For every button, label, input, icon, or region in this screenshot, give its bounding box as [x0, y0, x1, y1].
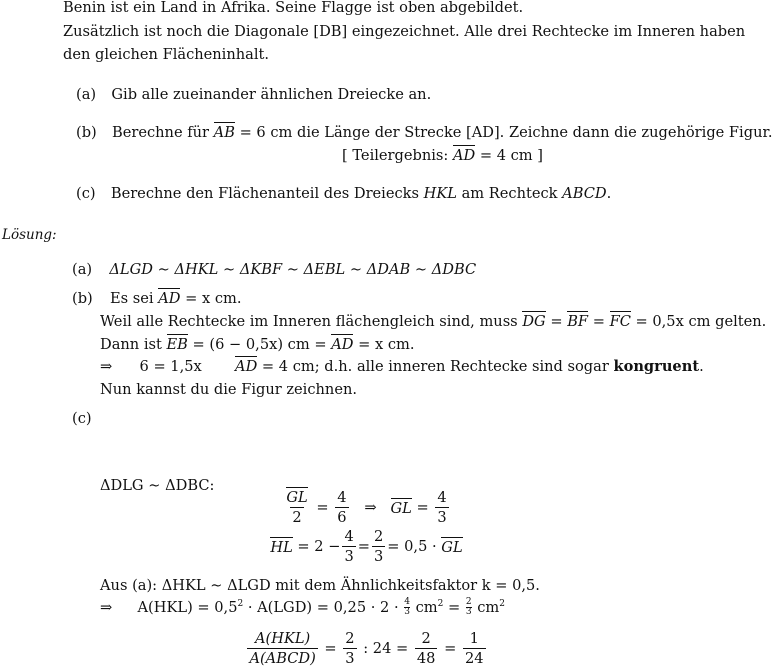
solution-b-line-1 [72, 290, 242, 308]
eq3-fraction-1 [343, 630, 356, 667]
solution-b1-post: = x cm. [185, 290, 242, 307]
eq3-fraction-main [247, 630, 317, 667]
eq2-gl: GL [441, 539, 463, 556]
solution-c-line-1: ΔDLG ∼ ΔDBC: [100, 477, 215, 494]
eq2-segment: HL [270, 539, 293, 556]
eq1-left-fraction [284, 489, 309, 526]
task-b-segment-ab: AB [213, 124, 235, 141]
solution-a-label: (a) [72, 261, 93, 278]
eq3-numerator: A(HKL) [254, 630, 311, 647]
task-a-text: Gib alle zueinander ähnlichen Dreiecke an. [111, 86, 432, 103]
task-c-label: (c) [76, 185, 96, 202]
solution-b-line-2: Weil alle Rechtecke im Inneren flächengleich sind, muss DG = BF = FC = 0,5x cm gelten. [100, 313, 767, 330]
intro-line-2: Zusätzlich ist noch die Diagonale [DB] eingezeichnet. Alle drei Rechtecke im Inneren haben [63, 23, 746, 40]
solution-b3-eb: EB [166, 336, 188, 353]
solution-a [72, 261, 476, 279]
task-c-mid: am Rechteck [461, 185, 558, 202]
eq1-right-numerator: 4 [337, 489, 347, 506]
solution-c-line-2: Aus (a): ΔHKL ∼ ΔLGD mit dem Ähnlichkeitsfaktor k = 0,5. [100, 577, 540, 594]
c3-pre: A(HKL) = 0,5 [137, 598, 238, 616]
equation-1: $\frac{GL}{2}$ = $\frac{4}{6}$ ⇒ GL = $\frac{4}{3}$ [286, 489, 447, 526]
task-a [76, 86, 431, 104]
eq2-mid: = 2 − [297, 538, 341, 555]
eq3-f2-numerator: 2 [421, 630, 431, 647]
eq1-result-numerator: 4 [437, 489, 447, 506]
solution-b-line-3 [100, 336, 414, 354]
solution-b2-post: = 0,5x cm gelten. [635, 313, 767, 330]
eq2-fraction-2 [372, 528, 385, 565]
solution-b3-ad: AD [331, 336, 354, 353]
eq3-f3-numerator: 1 [469, 630, 479, 647]
eq2-f2-numerator: 2 [373, 528, 384, 545]
solution-b-label: (b) [72, 290, 93, 307]
solution-b4-end: . [699, 358, 704, 375]
eq1-right-denominator: 6 [337, 509, 347, 526]
task-b-hint-post: = 4 cm ] [479, 147, 543, 164]
solution-b4-ad: AD [235, 358, 258, 375]
solution-a-text: ΔLGD ∼ ΔHKL ∼ ΔKBF ∼ ΔEBL ∼ ΔDAB ∼ ΔDBC [109, 261, 477, 278]
c3-arrow: ⇒ [100, 598, 113, 616]
c3-unit-1: cm [415, 598, 438, 616]
eq2-f1-numerator: 4 [344, 528, 354, 545]
eq3-f2-denominator: 48 [416, 650, 436, 667]
eq3-fraction-2 [415, 630, 438, 667]
solution-b1-pre: Es sei [110, 290, 154, 307]
task-b-hint-segment: AD [452, 147, 476, 164]
task-a-label: (a) [76, 86, 97, 103]
task-b [76, 124, 772, 142]
solution-c-label: (c) [72, 410, 92, 427]
solution-b-line-4 [100, 358, 704, 376]
c3-fraction-2 [466, 598, 472, 618]
solution-b2-fc: FC [609, 313, 631, 330]
c3-unit-2-exponent: 2 [499, 599, 505, 610]
c3-exponent: 2 [237, 599, 244, 610]
eq3-mid: : 24 = [363, 640, 409, 657]
eq3-f3-denominator: 24 [464, 650, 484, 667]
eq3-denominator: A(ABCD) [249, 650, 316, 667]
task-b-label: (b) [76, 124, 97, 141]
c3-f1-denominator: 3 [404, 607, 410, 618]
eq1-arrow: ⇒ [364, 499, 377, 516]
c3-f1-numerator: 4 [404, 597, 410, 607]
eq1-numerator: GL [286, 489, 308, 506]
eq3-f1-numerator: 2 [345, 630, 355, 647]
solution-b2-pre: Weil alle Rechtecke im Inneren flächengleich sind, muss [100, 313, 518, 330]
c3-equals: = [448, 598, 461, 616]
task-b-hint [342, 147, 543, 165]
task-c-rectangle: ABCD [562, 185, 607, 202]
solution-b3-post: = x cm. [358, 336, 415, 353]
solution-heading: Lösung: [2, 227, 57, 243]
task-b-text: = 6 cm die Länge der Strecke [AD]. Zeichne dann die zugehörige Figur. [239, 124, 772, 141]
solution-b4-eq: 6 = 1,5x [139, 358, 202, 375]
c3-f2-denominator: 3 [465, 607, 472, 618]
solution-b1-segment: AD [158, 290, 181, 307]
equation-2: HL = 2 − $\frac{4}{3}$ = $\frac{2}{3}$ = 0,5 · GL [270, 528, 463, 565]
intro-line-1: Benin ist ein Land in Afrika. Seine Flagge ist oben abgebildet. [63, 0, 524, 16]
c3-unit-2: cm [477, 598, 500, 616]
solution-b3-pre: Dann ist [100, 336, 162, 353]
task-c-triangle: HKL [423, 185, 457, 202]
eq2-fraction-1 [342, 528, 355, 565]
eq1-result-denominator: 3 [437, 509, 447, 526]
eq1-result-fraction [435, 489, 448, 526]
task-c [76, 185, 611, 203]
c3-fraction-1 [404, 598, 410, 618]
solution-b4-arrow: ⇒ [100, 358, 113, 375]
solution-b-line-5: Nun kannst du die Figur zeichnen. [100, 381, 357, 398]
solution-b4-post: = 4 cm; d.h. alle inneren Rechtecke sind sogar [261, 358, 609, 375]
eq1-right-fraction [335, 489, 348, 526]
eq2-post: = 0,5 · [387, 538, 437, 555]
task-c-pre: Berechne den Flächenanteil des Dreiecks [110, 185, 419, 202]
eq2-f1-denominator: 3 [344, 548, 354, 565]
intro-line-3: den gleichen Flächeninhalt. [63, 46, 270, 63]
task-b-hint-pre: [ Teilergebnis: [342, 147, 449, 164]
solution-b2-dg: DG [522, 313, 546, 330]
solution-b2-bf: BF [567, 313, 589, 330]
c3-f2-numerator: 2 [465, 597, 472, 607]
eq3-f1-denominator: 3 [345, 650, 355, 667]
eq1-segment: GL [390, 500, 412, 517]
solution-b4-bold: kongruent [613, 358, 700, 375]
c3-mid: · A(LGD) = 0,25 · 2 · [247, 598, 399, 616]
solution-c-line-3 [100, 598, 505, 618]
eq2-f2-denominator: 3 [373, 548, 384, 565]
task-c-end: . [606, 185, 612, 202]
c3-unit-1-exponent: 2 [437, 599, 444, 610]
eq1-denominator: 2 [292, 509, 302, 526]
solution-b3-mid: = (6 − 0,5x) cm = [192, 336, 327, 353]
eq3-fraction-3 [463, 630, 486, 667]
equation-3: $\frac{\text{A(HKL)}}{\text{A(ABCD)}}$ = $\frac{2}{3}$ : 24 = $\frac{2}{48}$ = $\frac{1}{24}$ [249, 630, 484, 667]
task-b-pre: Berechne für [112, 124, 210, 141]
